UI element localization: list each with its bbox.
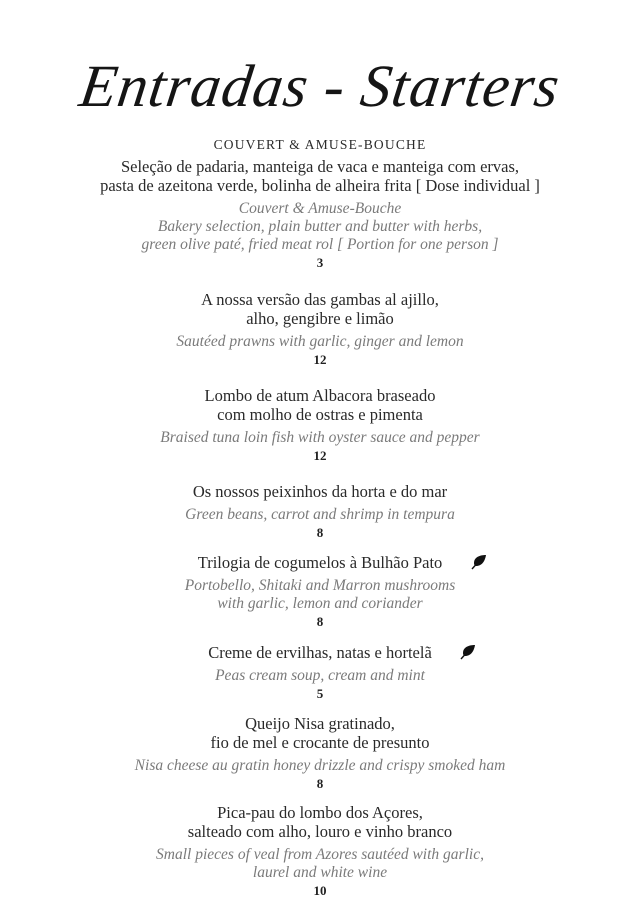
item-price: 5: [316, 686, 324, 701]
item-price: 8: [316, 614, 324, 629]
item-description-pt: Seleção de padaria, manteiga de vaca e manteiga com ervas, pasta de azeitona verde, bolinha de alheira frita [ Dose individual ]: [100, 157, 540, 195]
item-description-pt: Pica-pau do lombo dos Açores, salteado com alho, louro e vinho branco: [187, 803, 453, 841]
leaf-icon: [460, 644, 476, 660]
item-description-en: Couvert & Amuse-Bouche Bakery selection, plain butter and butter with herbs, green olive paté, fried meat rol [ Portion for one person ]: [141, 200, 499, 253]
menu-item-pica-pau: [0, 803, 640, 898]
item-description-en: Braised tuna loin fish with oyster sauce and pepper: [160, 429, 480, 446]
item-description-en: Nisa cheese au gratin honey drizzle and crispy smoked ham: [134, 757, 506, 774]
item-description-pt: Queijo Nisa gratinado, fio de mel e crocante de presunto: [210, 714, 430, 752]
page-title: Entradas - Starters: [75, 53, 565, 119]
menu-item-cogumelos: [0, 553, 640, 629]
menu-item-couvert: [0, 136, 640, 270]
item-description-en: Small pieces of veal from Azores sautéed with garlic, laurel and white wine: [156, 846, 484, 881]
item-description-en: Sautéed prawns with garlic, ginger and lemon: [176, 333, 464, 350]
item-description-pt: Os nossos peixinhos da horta e do mar: [192, 482, 448, 501]
menu-item-peixinhos: [0, 482, 640, 540]
item-description-en: Peas cream soup, cream and mint: [215, 667, 425, 684]
item-price: 3: [316, 255, 324, 270]
item-price: 10: [313, 883, 327, 898]
item-description-en: Portobello, Shitaki and Marron mushrooms with garlic, lemon and coriander: [184, 577, 456, 612]
menu-item-creme-ervilhas: [0, 643, 640, 701]
item-heading: COUVERT & AMUSE-BOUCHE: [213, 137, 427, 152]
menu-item-gambas: [0, 290, 640, 367]
item-price: 12: [313, 448, 327, 463]
item-description-pt: Lombo de atum Albacora braseado com molho de ostras e pimenta: [204, 386, 436, 424]
item-price: 8: [316, 525, 324, 540]
item-description-pt: A nossa versão das gambas al ajillo, alho, gengibre e limão: [201, 290, 439, 328]
item-description-en: Green beans, carrot and shrimp in tempura: [185, 506, 455, 523]
item-price: 8: [316, 776, 324, 791]
item-price: 12: [313, 352, 327, 367]
item-description-pt: Trilogia de cogumelos à Bulhão Pato: [197, 553, 443, 572]
menu-item-queijo-nisa: [0, 714, 640, 791]
menu-item-atum: [0, 386, 640, 463]
leaf-icon: [471, 554, 487, 570]
item-description-pt: Creme de ervilhas, natas e hortelã: [208, 643, 432, 662]
